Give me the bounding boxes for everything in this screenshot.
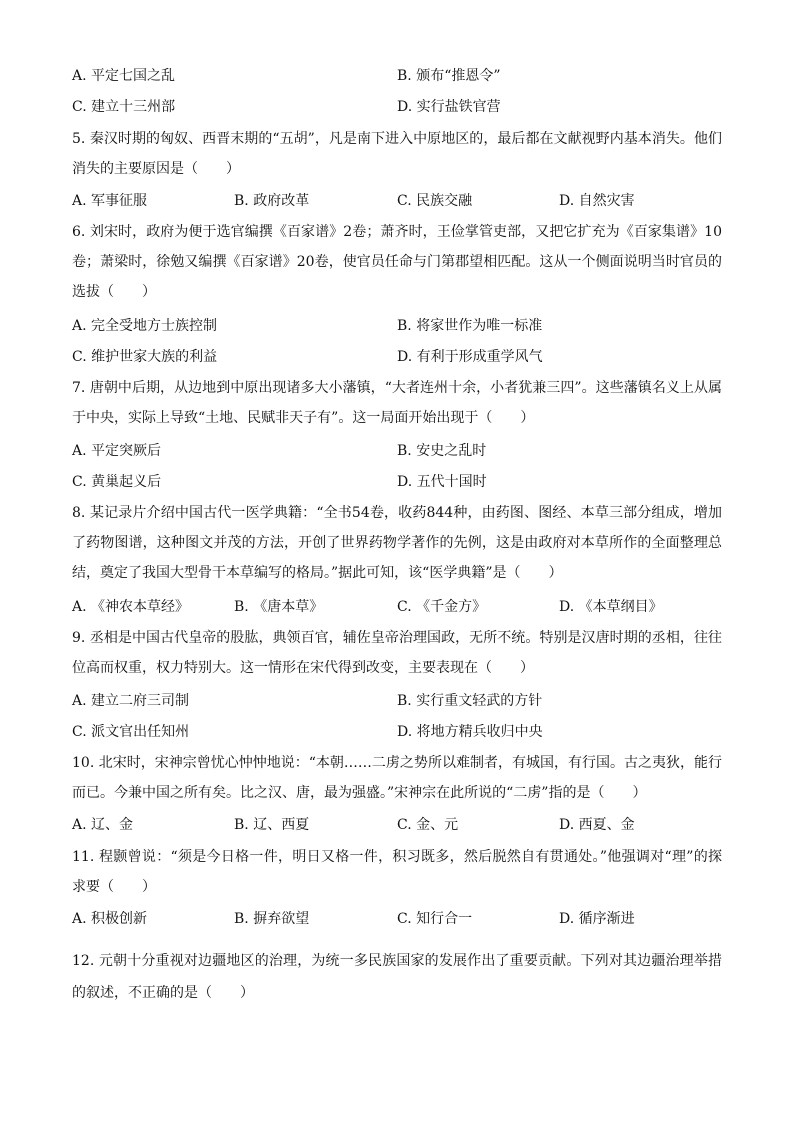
q5-options-row xyxy=(72,186,722,216)
q6-stem: 6. 刘宋时，政府为便于选官编撰《百家谱》2卷；萧齐时，王俭掌管吏部，又把它扩充为《百家集谱》10卷；萧梁时，徐勉又编撰《百家谱》20卷，使官员任命与门第郡望相匹配。这从一个侧面说明当时官员的选拔（ ） xyxy=(72,224,722,300)
q10-option-a[interactable]: A. 辽、金 xyxy=(72,817,134,833)
q5-option-a[interactable]: A. 军事征服 xyxy=(72,193,148,209)
q7-option-c[interactable]: C. 黄巢起义后 xyxy=(72,474,162,490)
q9-option-d[interactable]: D. 将地方精兵收归中央 xyxy=(397,724,543,740)
q5-option-d[interactable]: D. 自然灾害 xyxy=(559,193,635,209)
q10-option-b[interactable]: B. 辽、西夏 xyxy=(234,817,310,833)
q4-options-row-1 xyxy=(72,61,722,91)
q9-option-c[interactable]: C. 派文官出任知州 xyxy=(72,724,190,740)
q5-option-b[interactable]: B. 政府改革 xyxy=(234,193,310,209)
q4-option-d[interactable]: D. 实行盐铁官营 xyxy=(397,99,501,115)
q9-options-row-2 xyxy=(72,717,722,747)
q8-option-a[interactable]: A. 《神农本草经》 xyxy=(72,599,190,615)
q6-option-b[interactable]: B. 将家世作为唯一标准 xyxy=(397,318,543,334)
q9-option-a[interactable]: A. 建立二府三司制 xyxy=(72,693,190,709)
q6-options-row-2 xyxy=(72,342,722,372)
q6-option-a[interactable]: A. 完全受地方士族控制 xyxy=(72,318,218,334)
q5-option-c[interactable]: C. 民族交融 xyxy=(397,193,473,209)
q10-option-d[interactable]: D. 西夏、金 xyxy=(559,817,635,833)
q12-stem: 12. 元朝十分重视对边疆地区的治理，为统一多民族国家的发展作出了重要贡献。下列对其边疆治理举措的叙述，不正确的是（ ） xyxy=(72,953,722,1001)
q8-option-b[interactable]: B. 《唐本草》 xyxy=(234,599,324,615)
q6-option-d[interactable]: D. 有利于形成重学风气 xyxy=(397,349,543,365)
q4-option-c[interactable]: C. 建立十三州部 xyxy=(72,99,176,115)
q9-stem: 9. 丞相是中国古代皇帝的股肱，典领百官，辅佐皇帝治理国政，无所不统。特别是汉唐时期的丞相，往往位高而权重，权力特别大。这一情形在宋代得到改变，主要表现在（ ） xyxy=(72,630,722,676)
q7-option-b[interactable]: B. 安史之乱时 xyxy=(397,443,487,459)
q11-options-row xyxy=(72,904,722,934)
q10-options-row xyxy=(72,810,722,840)
q11-option-a[interactable]: A. 积极创新 xyxy=(72,911,148,927)
q8-options-row xyxy=(72,592,722,622)
q11-option-c[interactable]: C. 知行合一 xyxy=(397,911,473,927)
q8-option-c[interactable]: C. 《千金方》 xyxy=(397,599,487,615)
q7-option-d[interactable]: D. 五代十国时 xyxy=(397,474,487,490)
q4-options-row-2 xyxy=(72,92,722,122)
q11-option-d[interactable]: D. 循序渐进 xyxy=(559,911,635,927)
q10-option-c[interactable]: C. 金、元 xyxy=(397,817,459,833)
q11-stem: 11. 程颢曾说：“须是今日格一件，明日又格一件，积习既多，然后脱然自有贯通处。”他强调对“理”的探求要（ ） xyxy=(72,849,722,895)
q11-option-b[interactable]: B. 摒弃欲望 xyxy=(234,911,310,927)
q7-stem: 7. 唐朝中后期，从边地到中原出现诸多大小藩镇，“大者连州十余，小者犹兼三四”。这些藩镇名义上从属于中央，实际上导致“土地、民赋非天子有”。这一局面开始出现于（ ） xyxy=(72,380,722,426)
q9-option-b[interactable]: B. 实行重文轻武的方针 xyxy=(397,693,543,709)
q5-stem: 5. 秦汉时期的匈奴、西晋末期的“五胡”，凡是南下进入中原地区的，最后都在文献视野内基本消失。他们消失的主要原因是（ ） xyxy=(72,131,722,177)
q8-stem: 8. 某记录片介绍中国古代一医学典籍：“全书54卷，收药844种，由药图、图经、本草三部分组成，增加了药物图谱，这种图文并茂的方法，开创了世界药物学著作的先例，这是由政府对本草所作的全面整理总结，奠定了我国大型骨干本草编写的格局。”据此可知，该“医学典籍”是（ ） xyxy=(72,505,722,581)
q9-options-row-1 xyxy=(72,686,722,716)
q6-options-row-1 xyxy=(72,311,722,341)
q4-option-a[interactable]: A. 平定七国之乱 xyxy=(72,68,176,84)
q7-option-a[interactable]: A. 平定突厥后 xyxy=(72,443,162,459)
q10-stem: 10. 北宋时，宋神宗曾忧心忡忡地说：“本朝……二虏之势所以难制者，有城国，有行国。古之夷狄，能行而已。今兼中国之所有矣。比之汉、唐，最为强盛。”宋神宗在此所说的“二虏”指的是（ ） xyxy=(72,755,722,801)
q8-option-d[interactable]: D. 《本草纲目》 xyxy=(559,599,663,615)
q4-option-b[interactable]: B. 颁布“推恩令” xyxy=(397,68,501,84)
q7-options-row-1 xyxy=(72,436,722,466)
q6-option-c[interactable]: C. 维护世家大族的利益 xyxy=(72,349,218,365)
q7-options-row-2 xyxy=(72,467,722,497)
